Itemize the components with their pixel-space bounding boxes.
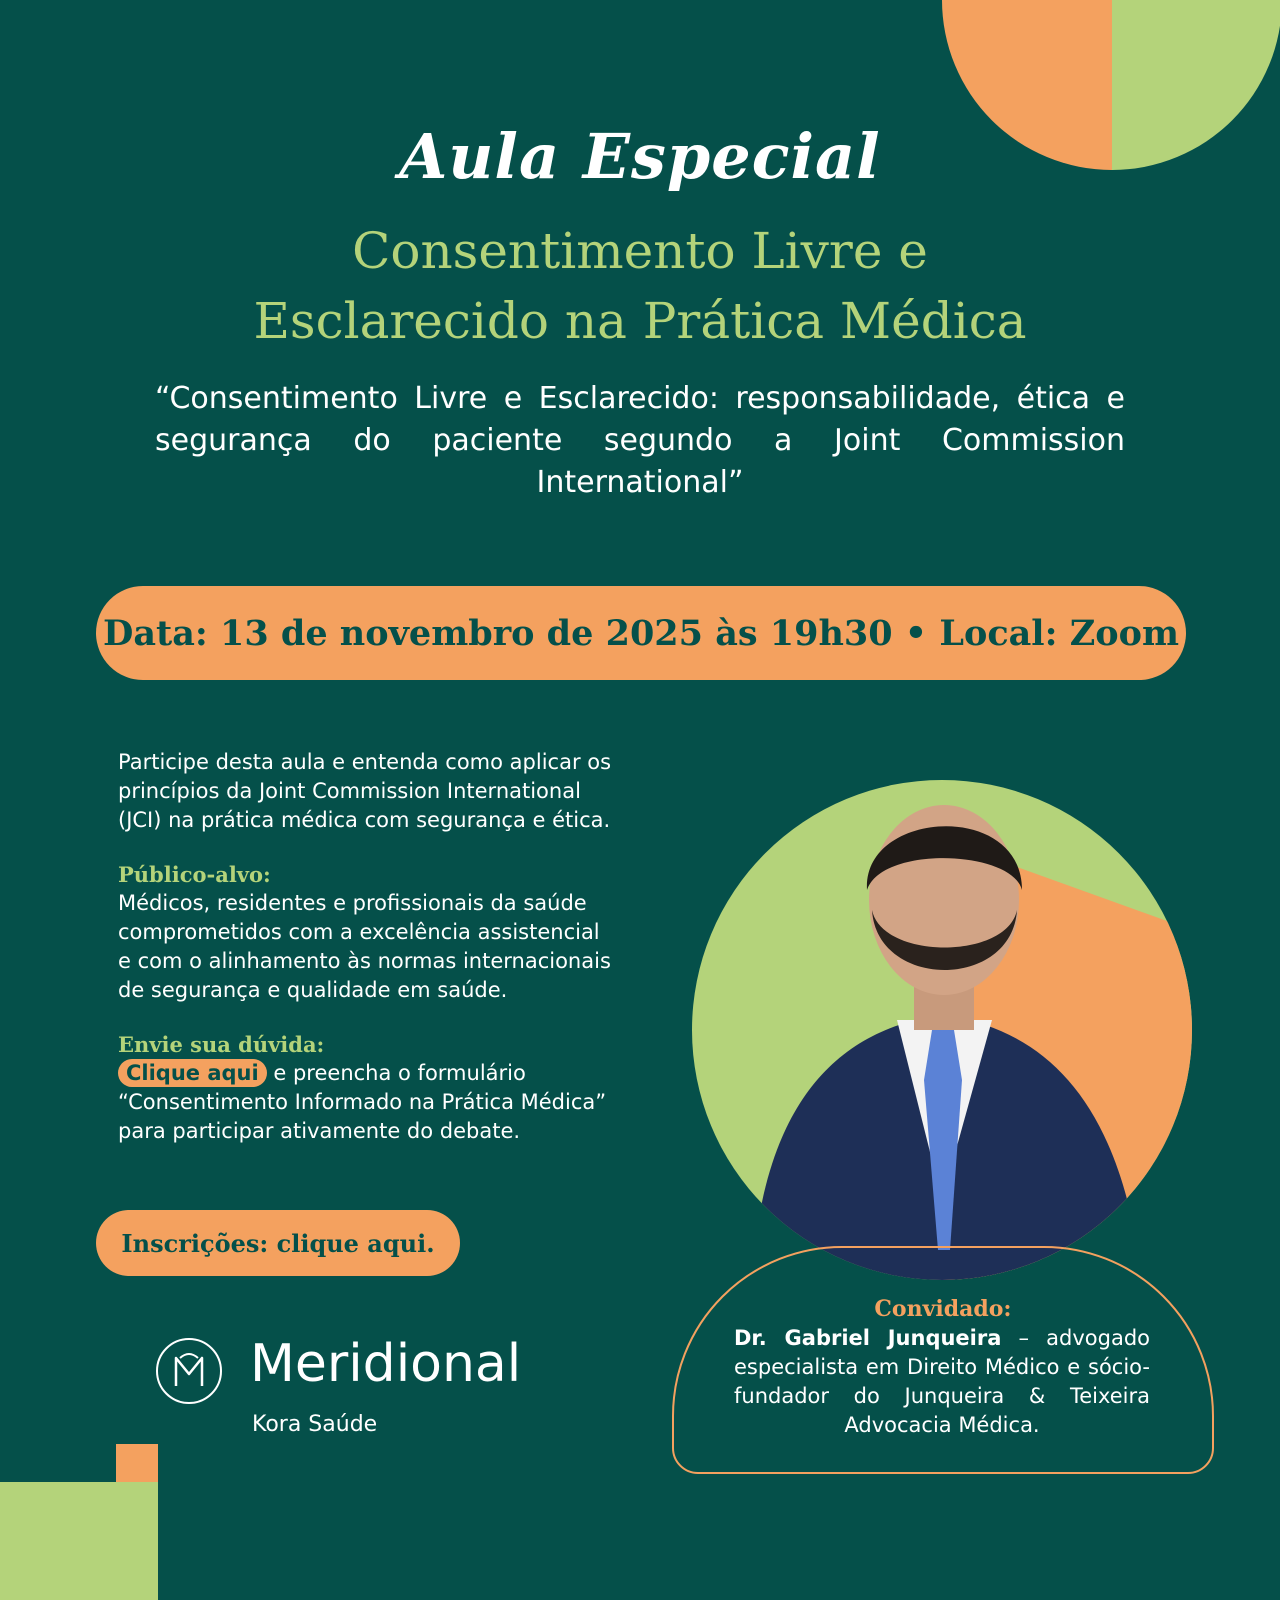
questions-line: “Consentimento Informado na Prática Médica”	[118, 1090, 607, 1114]
event-subtitle-quote: “Consentimento Livre e Esclarecido: responsabilidade, ética e segurança do paciente segundo a Joint Commission International”	[155, 381, 1125, 500]
audience-label: Público-alvo:	[118, 862, 271, 887]
speaker-photo	[692, 780, 1192, 1280]
guest-name: Dr. Gabriel Junqueira	[734, 1326, 1002, 1350]
decorative-square-orange	[116, 1444, 158, 1482]
audience-line: comprometidos com a excelência assistencial	[118, 920, 600, 944]
audience-line: de segurança e qualidade em saúde.	[118, 978, 508, 1002]
event-title-line-2: Esclarecido na Prática Médica	[253, 292, 1027, 350]
register-button[interactable]: Inscrições: clique aqui.	[96, 1210, 460, 1276]
decorative-square-green	[0, 1482, 158, 1600]
audience-line: Médicos, residentes e profissionais da saúde	[118, 891, 587, 915]
guest-bio	[734, 1324, 1150, 1440]
intro-line: (JCI) na prática médica com segurança e ética.	[118, 808, 611, 832]
date-location-banner: Data: 13 de novembro de 2025 às 19h30 • Local: Zoom	[96, 586, 1186, 680]
logo-subtitle: Kora Saúde	[252, 1412, 378, 1437]
meridional-logo-icon	[156, 1338, 222, 1404]
questions-section	[118, 1030, 718, 1146]
intro-line: princípios da Joint Commission International	[118, 779, 581, 803]
questions-form-link[interactable]: Clique aqui	[118, 1059, 267, 1087]
event-title-line-1: Consentimento Livre e	[352, 222, 928, 280]
intro-text	[118, 748, 718, 835]
event-title	[0, 216, 1280, 356]
questions-line-rest: e preencha o formulário	[266, 1061, 526, 1085]
speaker-photo-background	[692, 780, 1192, 1280]
questions-line: para participar ativamente do debate.	[118, 1119, 521, 1143]
intro-line: Participe desta aula e entenda como aplicar os	[118, 750, 612, 774]
logo-name: Meridional	[250, 1334, 522, 1394]
guest-bio-text: – advogado especialista em Direito Médico e sócio-fundador do Junqueira & Teixeira Advocacia Médica.	[734, 1326, 1151, 1437]
kicker-title: Aula Especial	[399, 120, 881, 193]
questions-line	[118, 1059, 718, 1088]
audience-section	[118, 860, 718, 1005]
questions-label: Envie sua dúvida:	[118, 1032, 325, 1057]
guest-label: Convidado:	[874, 1296, 1012, 1322]
audience-line: e com o alinhamento às normas internacionais	[118, 949, 611, 973]
